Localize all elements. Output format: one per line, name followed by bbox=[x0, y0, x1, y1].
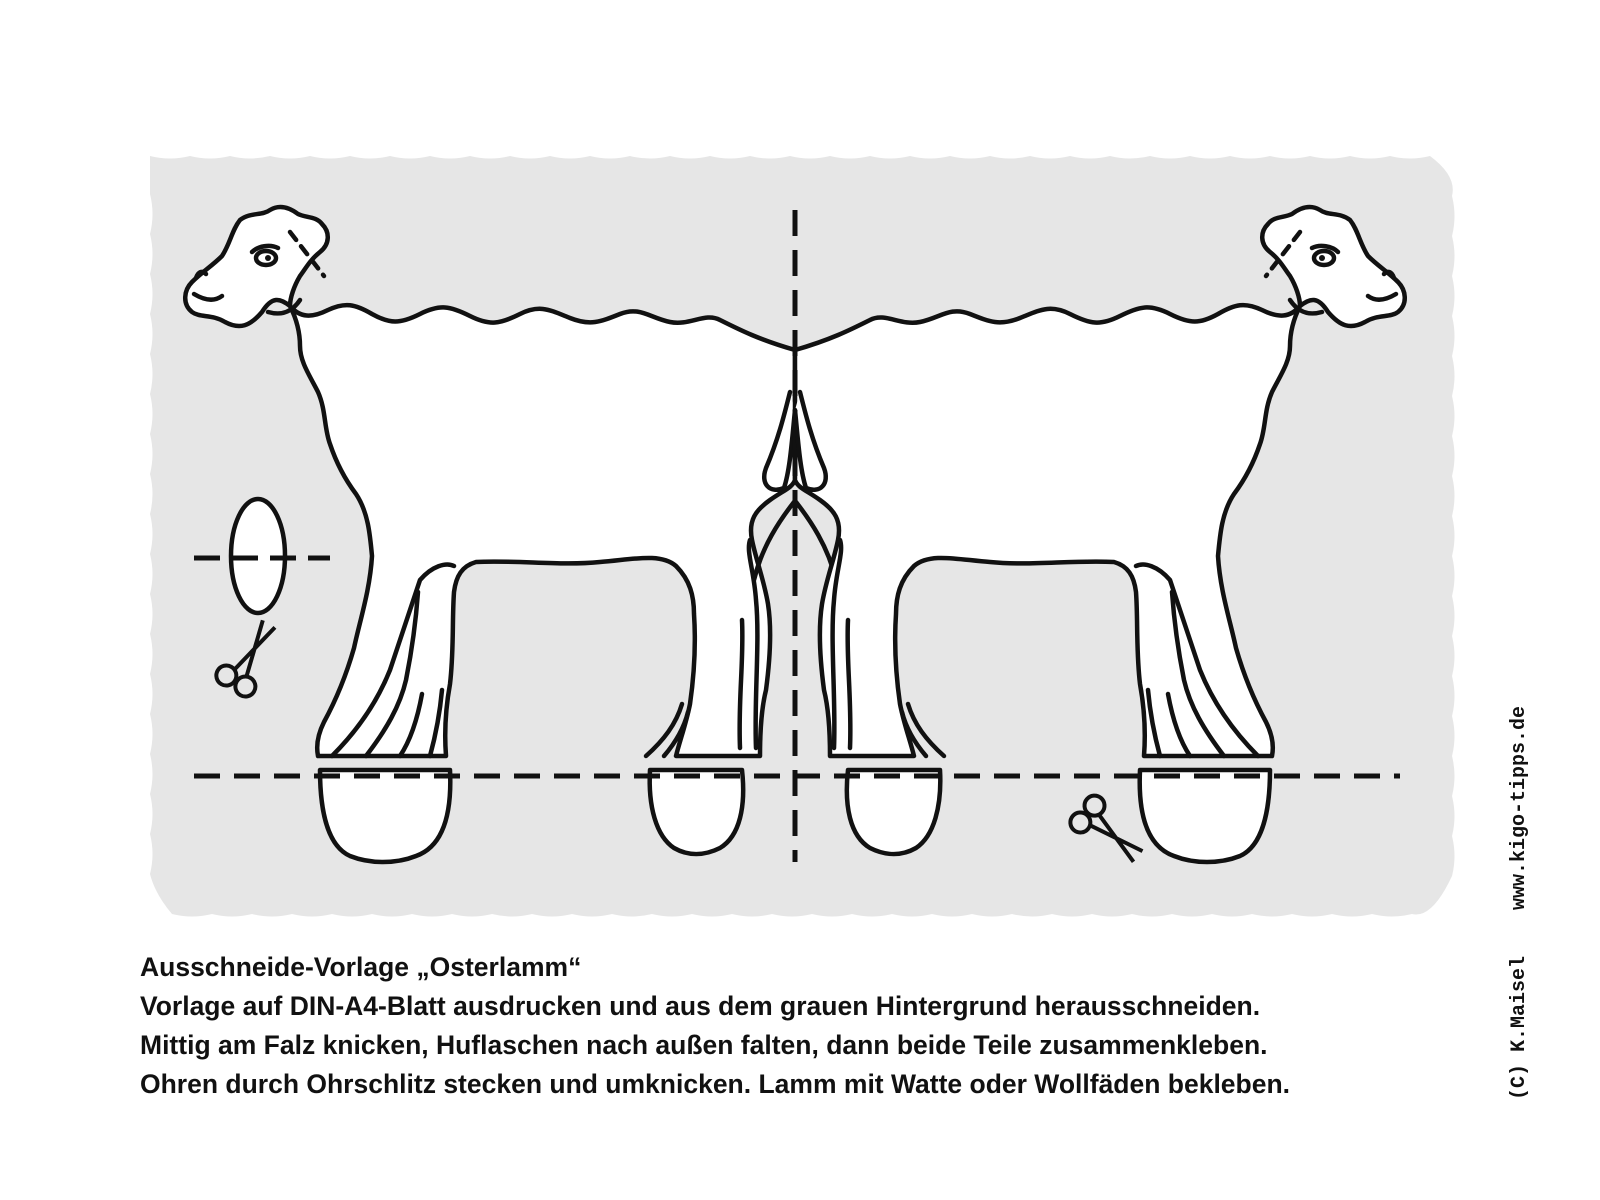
caption-line-3: Ohren durch Ohrschlitz stecken und umknicken. Lamm mit Watte oder Wollfäden bekleben. bbox=[140, 1069, 1291, 1099]
website-text: www.kigo-tipps.de bbox=[1508, 705, 1531, 910]
caption-line-1: Vorlage auf DIN-A4-Blatt ausdrucken und aus dem grauen Hintergrund herausschneiden. bbox=[140, 991, 1261, 1021]
copyright-text: (C) K.Maisel bbox=[1508, 955, 1531, 1100]
caption-line-2: Mittig am Falz knicken, Huflaschen nach außen falten, dann beide Teile zusammenkleben. bbox=[140, 1030, 1268, 1060]
instructions-caption bbox=[140, 948, 1470, 1104]
credit-line bbox=[1508, 706, 1531, 1100]
caption-title: Ausschneide-Vorlage „Osterlamm“ bbox=[140, 952, 582, 982]
